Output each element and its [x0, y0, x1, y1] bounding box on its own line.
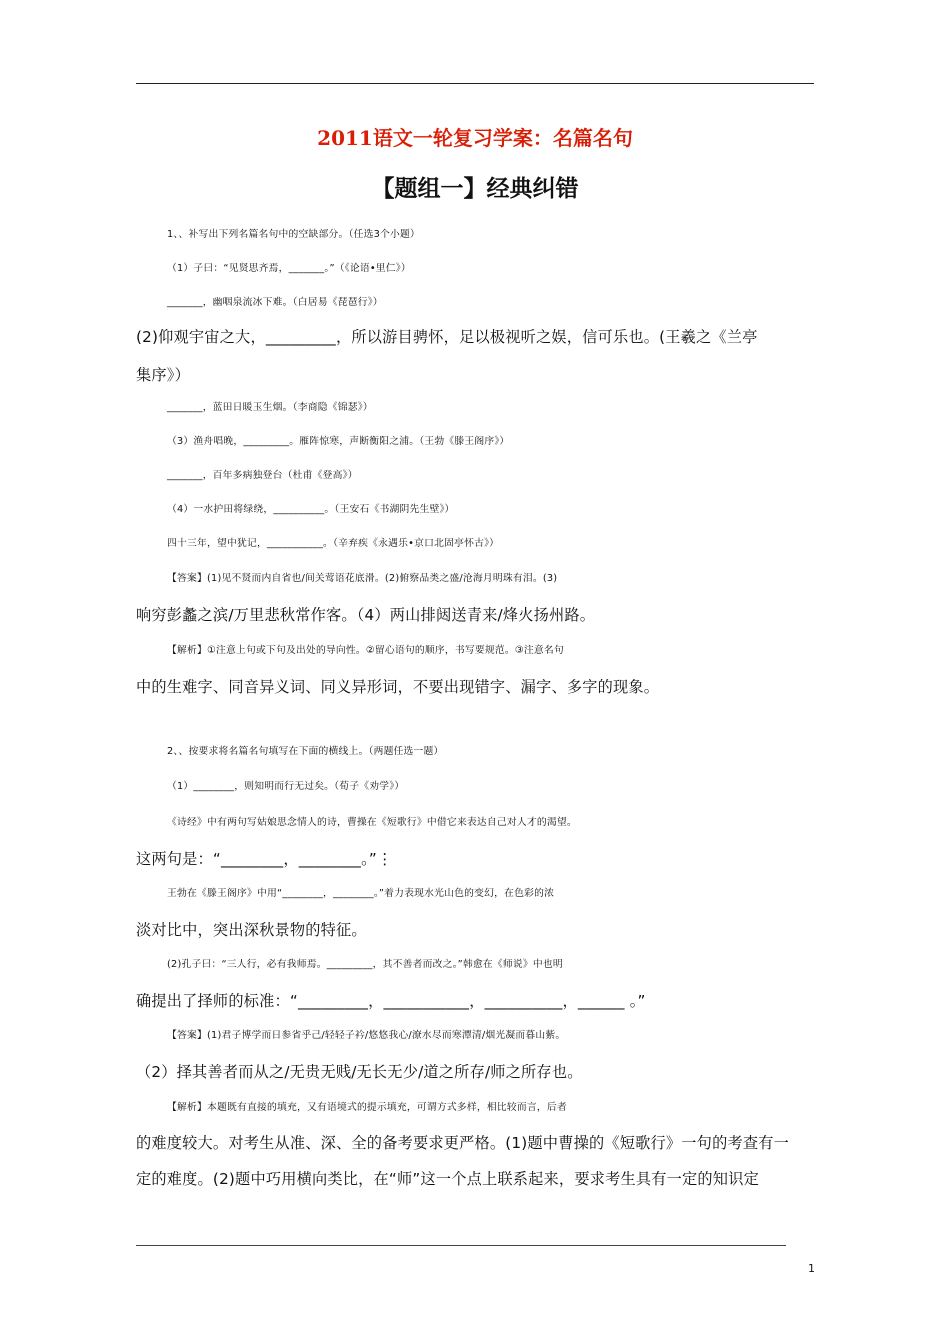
text-line: 中的生难字、同音异义词、同义异形词，不要出现错字、漏字、多字的现象。: [136, 678, 660, 696]
footer-rule: [136, 1245, 786, 1246]
text-line: 响穷彭蠡之滨/万里悲秋常作客。（4）两山排闼送青来/烽火扬州路。: [136, 606, 596, 624]
analysis-1: 【解析】①注意上句或下句及出处的导向性。②留心语句的顺序，书写要规范。③注意名句: [167, 645, 564, 656]
text-line: 定的难度。(2)题中巧用横向类比，在“师”这一个点上联系起来，要求考生具有一定的知识定: [136, 1170, 759, 1188]
text-line: 集序》）: [136, 366, 190, 384]
text-line: 四十三年，望中犹记，___________。（辛弃疾《永遇乐•京口北固亭怀古》）: [167, 538, 500, 549]
text-line: （4）一水护田将绿绕，__________。（王安石《书湖阴先生壁》）: [167, 504, 455, 515]
text-line: 淡对比中，突出深秋景物的特征。: [136, 921, 367, 939]
text-line: 《诗经》中有两句写姑娘思念情人的诗，曹操在《短歌行》中借它来表达自己对人才的渴望。: [167, 817, 577, 828]
analysis-2: 【解析】本题既有直接的填充，又有语境式的提示填充，可谓方式多样，相比较而言，后者: [167, 1102, 567, 1113]
answer-2: 【答案】(1)君子博学而日参省乎己/轻轻子衿/悠悠我心/潦水尽而寒潭清/烟光凝而暮山紫。: [167, 1030, 566, 1041]
question-1-prompt: 1、、补写出下列名篇名句中的空缺部分。（任选3个小题）: [167, 229, 420, 240]
question-2-prompt: 2、、按要求将名篇名句填写在下面的横线上。（两题任选一题）: [167, 746, 444, 757]
text-line: （2）择其善者而从之/无贵无贱/无长无少/道之所存/师之所存也。: [136, 1063, 583, 1081]
text-line: （1）________，则知明而行无过矣。（荀子《劝学》）: [167, 781, 405, 792]
text-line: _______，百年多病独登台（杜甫《登高》）: [167, 470, 358, 481]
text-line: (2)仰观宇宙之大，_________，所以游目骋怀，足以极视听之娱，信可乐也。(王羲之《兰亭: [136, 328, 758, 346]
page-title: 2011语文一轮复习学案：名篇名句: [317, 126, 633, 150]
text-line: 这两句是：“________，________。”⋮: [136, 850, 393, 868]
text-line: 的难度较大。对考生从准、深、全的备考要求更严格。(1)题中曹操的《短歌行》一句的考查有一: [136, 1134, 790, 1152]
text-line: 确提出了择师的标准：“_________，___________，__________，______ 。”: [136, 992, 646, 1010]
section-heading: 【题组一】经典纠错: [371, 175, 579, 202]
answer-1: 【答案】(1)见不贤而内自省也/间关莺语花底滑。(2)俯察品类之盛/沧海月明珠有泪。(3): [167, 573, 558, 584]
text-line: (2)孔子曰：“三人行，必有我师焉。_________，其不善者而改之。”韩愈在《师说》中也明: [167, 959, 563, 970]
text-line: _______，幽咽泉流冰下难。（白居易《琵琶行》）: [167, 297, 383, 308]
page-number: 1: [808, 1262, 815, 1275]
header-rule: [136, 83, 814, 84]
text-line: （1）子曰：“见贤思齐焉，_______。”（《论语•里仁》）: [167, 263, 411, 274]
text-line: _______，蓝田日暖玉生烟。（李商隐《锦瑟》）: [167, 402, 373, 413]
text-line: （3）渔舟唱晚，_________。雁阵惊寒，声断衡阳之浦。（王勃《滕王阁序》）: [167, 436, 510, 447]
text-line: 王勃在《滕王阁序》中用“________，________。”着力表现水光山色的变幻，在色彩的浓: [167, 888, 555, 899]
